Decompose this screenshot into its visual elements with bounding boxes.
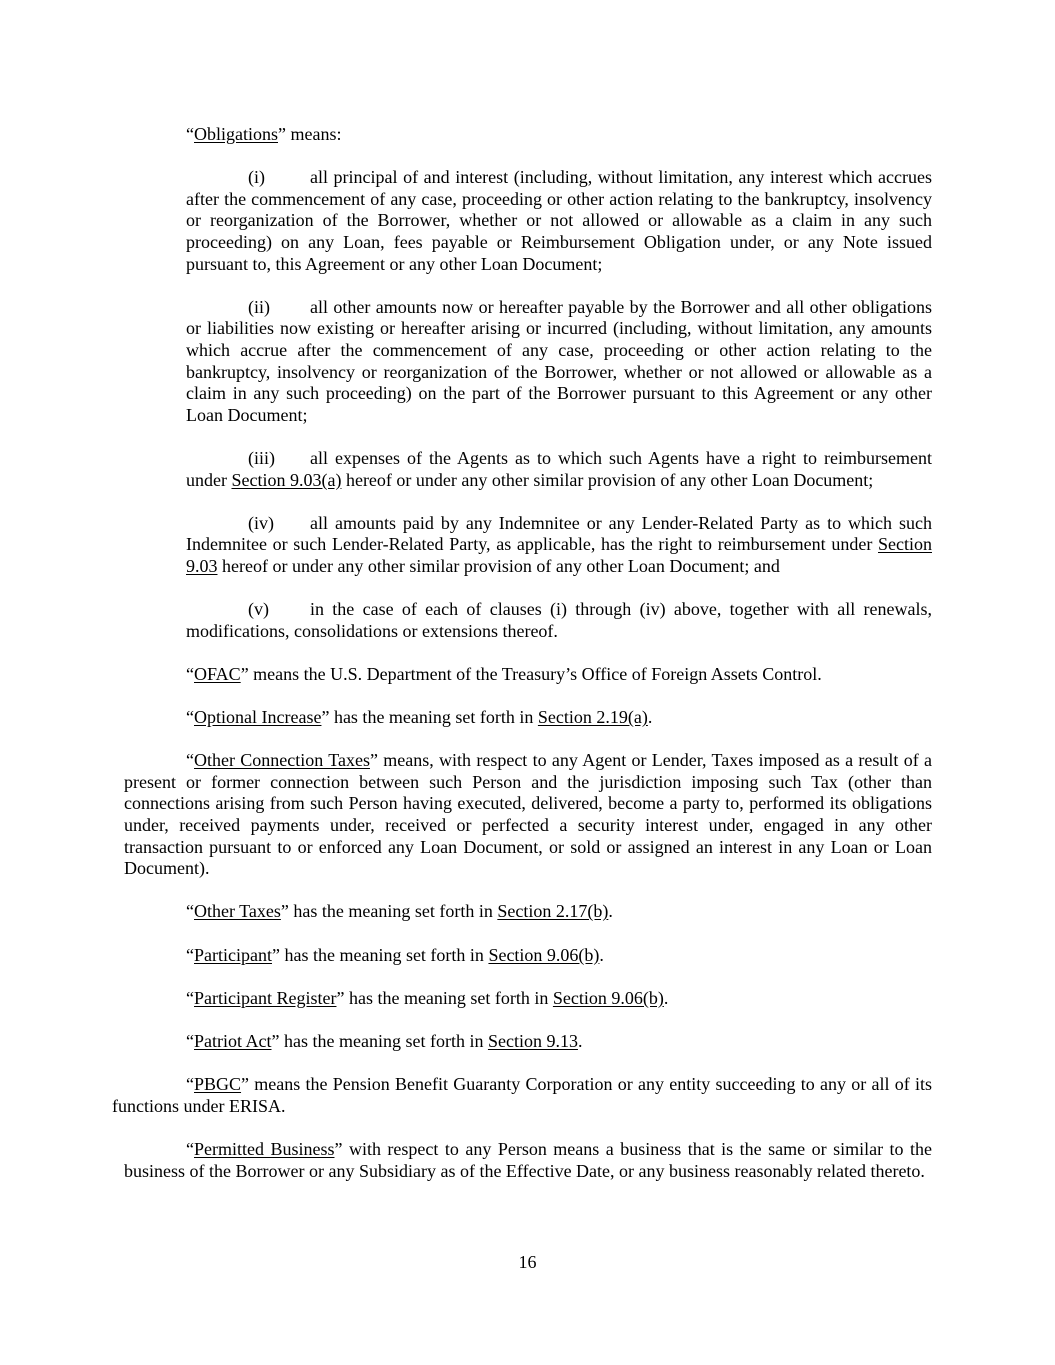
obligations-clause-iv: (iv) all amounts paid by any Indemnitee or any Lender-Related Party as to which such Indemnitee or such Lender-Related Party, as applicable, has the right to reimbursement under Section 9.03 hereof or under any other similar provision of any other Loan Document; and: [186, 512, 932, 576]
obligations-clause-ii: (ii) all other amounts now or hereafter payable by the Borrower and all other obligations or liabilities now existing or hereafter arising or incurred (including, without limitation, any amounts which accrue after the commencement of any case, proceeding or other action relating to the bankruptcy, insolvency or reorganization of the Borrower, whether or not allowed or allowable as a claim in any such proceeding) on the part of the Borrower pursuant to this Agreement or any other Loan Document;: [186, 296, 932, 425]
definition-other-connection-taxes: “Other Connection Taxes” means, with respect to any Agent or Lender, Taxes imposed as a result of a present or former connection between such Person and the jurisdiction imposing such Tax (other than connections arising from such Person having executed, delivered, become a party to, performed its obligations under, received payments under, received or perfected a security interest under, engaged in any other transaction pursuant to or enforced any Loan Document, or sold or assigned an interest in any Loan or Loan Document).: [124, 750, 932, 879]
definition-patriot-act: “Patriot Act” has the meaning set forth in Section 9.13.: [186, 1030, 583, 1051]
section-reference: Section 2.17(b): [497, 901, 609, 922]
document-page: [112, 124, 933, 1204]
obligations-clause-iii: (iii) all expenses of the Agents as to which such Agents have a right to reimbursement under Section 9.03(a) hereof or under any other similar provision of any other Loan Document;: [186, 447, 932, 490]
definition-optional-increase: “Optional Increase” has the meaning set forth in Section 2.19(a).: [186, 707, 653, 728]
defined-term: Optional Increase: [194, 707, 322, 728]
defined-term: Other Taxes: [194, 901, 281, 922]
defined-term: Patriot Act: [194, 1030, 272, 1051]
defined-term: Other Connection Taxes: [194, 750, 370, 771]
section-reference: Section 9.06(b): [552, 987, 664, 1008]
page-number: 16: [518, 1252, 537, 1272]
section-reference: Section 9.06(b): [488, 944, 600, 965]
definition-other-taxes: “Other Taxes” has the meaning set forth in Section 2.17(b).: [186, 901, 613, 922]
section-reference: Section 9.03(a): [231, 469, 342, 490]
definition-participant: “Participant” has the meaning set forth in Section 9.06(b).: [186, 944, 604, 965]
defined-term: Obligations: [194, 124, 278, 144]
obligations-clause-v: (v) in the case of each of clauses (i) through (iv) above, together with all renewals, modifications, consolidations or extensions thereof.: [186, 599, 932, 641]
definition-pbgc: “PBGC” means the Pension Benefit Guaranty Corporation or any entity succeeding to any or all of its functions under ERISA.: [112, 1074, 932, 1116]
defined-term: OFAC: [194, 663, 241, 684]
defined-term: Permitted Business: [194, 1138, 335, 1159]
definition-obligations: “Obligations” means:: [186, 124, 342, 144]
section-reference: Section 2.19(a): [537, 707, 648, 728]
definition-permitted-business: “Permitted Business” with respect to any Person means a business that is the same or similar to the business of the Borrower or any Subsidiary as of the Effective Date, or any business reasonably related thereto.: [124, 1138, 933, 1181]
section-reference: Section 9.03: [186, 534, 932, 576]
section-reference: Section 9.13: [487, 1030, 578, 1051]
definition-participant-register: “Participant Register” has the meaning set forth in Section 9.06(b).: [186, 987, 669, 1008]
defined-term: Participant Register: [194, 987, 337, 1008]
obligations-clause-i: (i) all principal of and interest (including, without limitation, any interest which accrues after the commencement of any case, proceeding or other action relating to the bankruptcy, insolvency or reorganization of the Borrower, whether or not allowed or allowable as a claim in any such proceeding) on any Loan, fees payable or Reimbursement Obligation under, or any Note issued pursuant to, this Agreement or any other Loan Document;: [186, 167, 932, 274]
definition-ofac: “OFAC” means the U.S. Department of the Treasury’s Office of Foreign Assets Control.: [186, 663, 822, 684]
defined-term: Participant: [194, 944, 272, 965]
defined-term: PBGC: [194, 1074, 242, 1095]
